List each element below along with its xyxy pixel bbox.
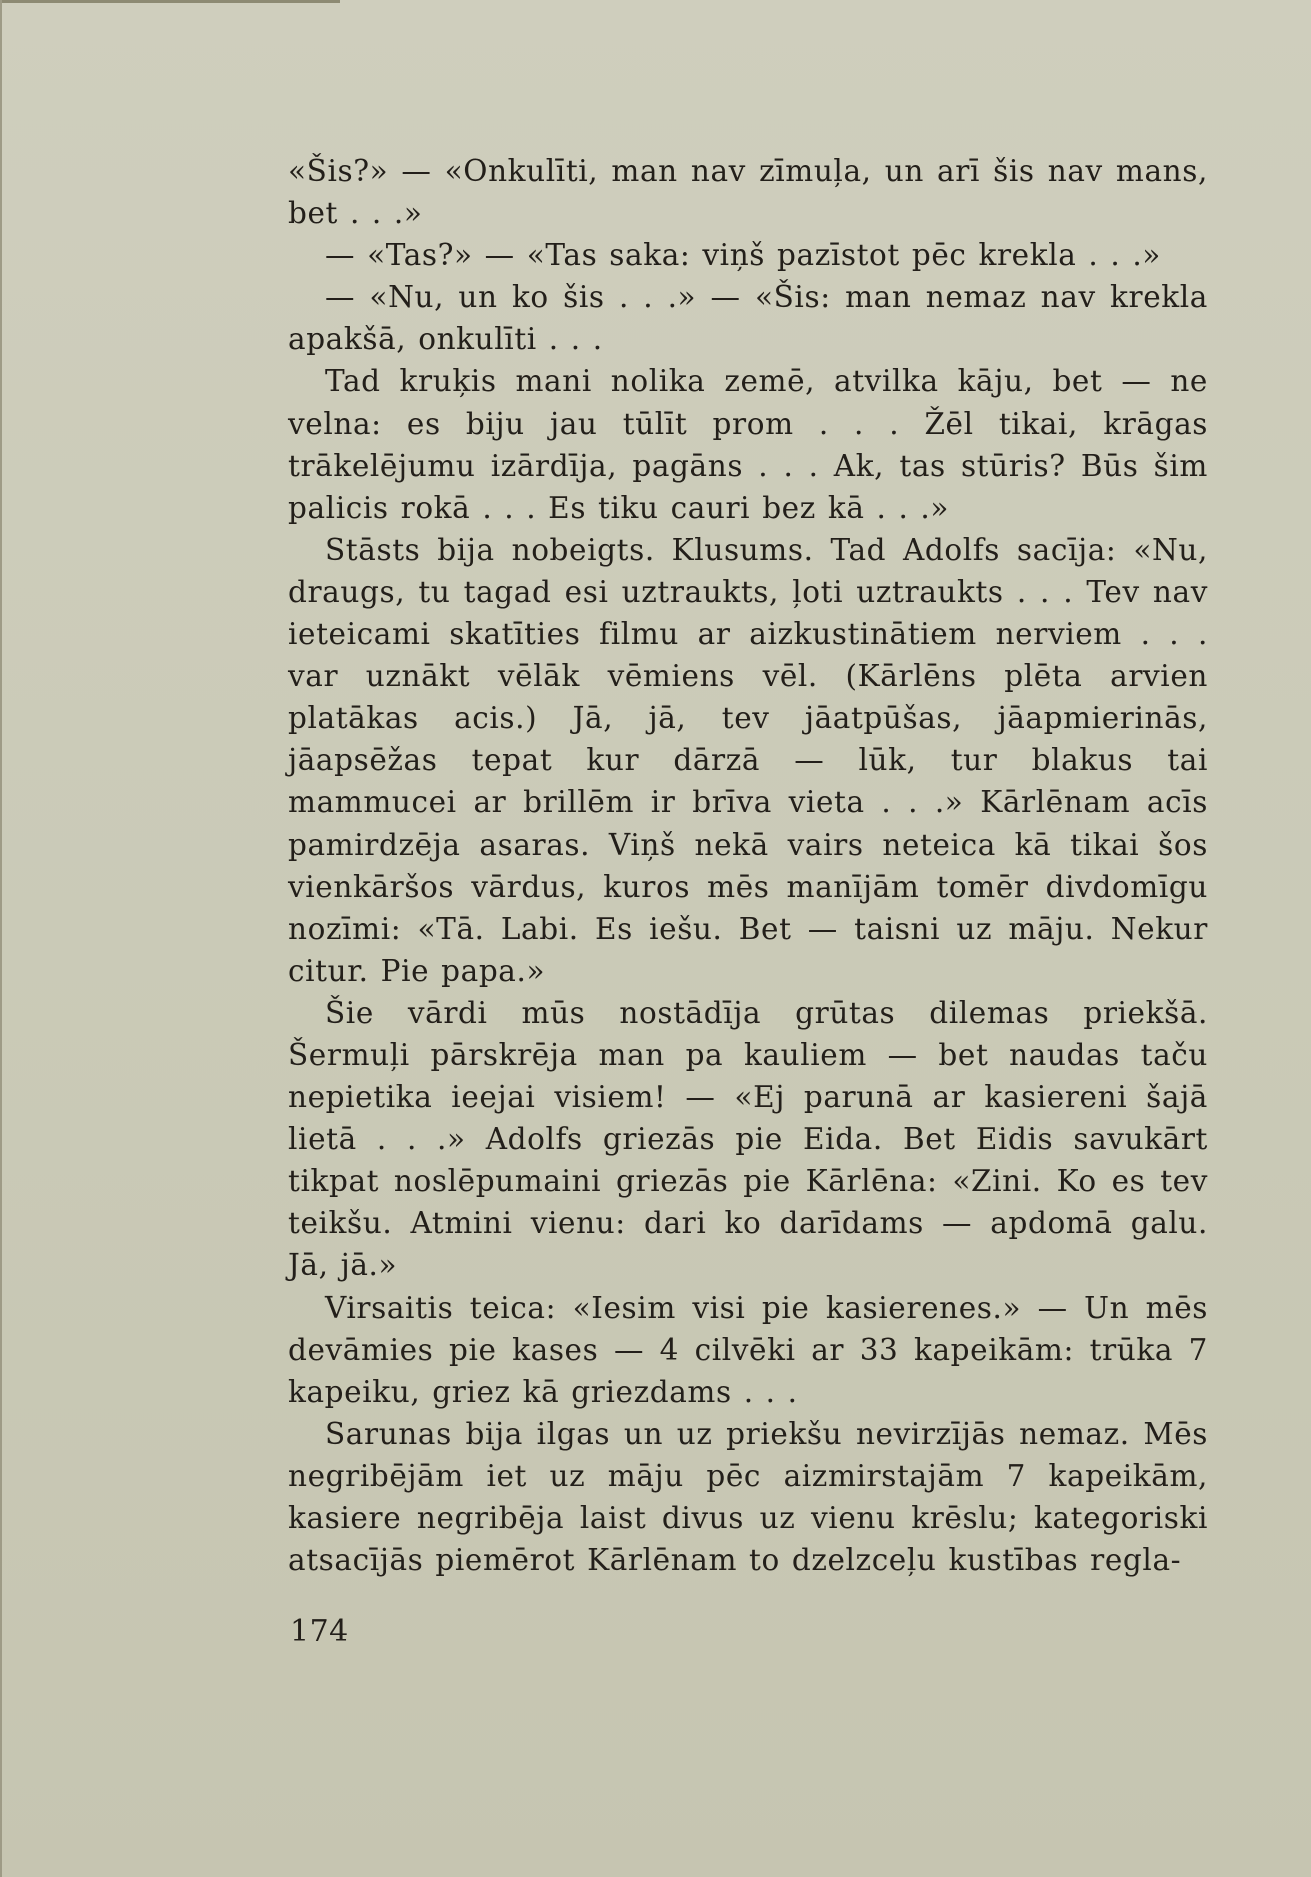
page-number: 174 <box>290 1614 349 1649</box>
paragraph-4: Tad kruķis mani nolika zemē, atvilka kāju, bet — ne velna: es biju jau tūlīt prom . . . Žēl tikai, krāgas trākelējumu izārdīja, pagāns . . . Ak, tas stūris? Būs šim palicis rokā . . . Es tiku cauri bez kā . . .» <box>288 364 1208 525</box>
page-left-edge <box>0 0 2 1877</box>
body-text <box>288 150 1208 1581</box>
paragraph-8: Sarunas bija ilgas un uz priekšu nevirzījās nemaz. Mēs negribējām iet uz māju pēc aizmirstajām 7 kapeikām, kasiere negribēja laist divus uz vienu krēslu; kategoriski atsacījās piemērot Kārlēnam to dzelzceļu kustības regla- <box>288 1416 1208 1578</box>
page-top-edge <box>0 0 340 3</box>
paragraph-7: Virsaitis teica: «Iesim visi pie kasierenes.» — Un mēs devāmies pie kases — 4 cilvēki ar 33 kapeikām: trūka 7 kapeiku, griez kā griezdams . . . <box>288 1290 1208 1409</box>
paragraph-2: — «Tas?» — «Tas saka: viņš pazīstot pēc krekla . . .» <box>325 238 1161 273</box>
paragraph-1: «Šis?» — «Onkulīti, man nav zīmuļa, un arī šis nav mans, bet . . .» <box>288 154 1208 231</box>
paragraph-6: Šie vārdi mūs nostādīja grūtas dilemas priekšā. Šermuļi pārskrēja man pa kauliem — bet naudas taču nepietika ieejai visiem! — «Ej parunā ar kasiereni šajā lietā . . .» Adolfs griezās pie Eida. Bet Eidis savukārt tikpat noslēpumaini griezās pie Kārlēna: «Zini. Ko es tev teikšu. Atmini vienu: dari ko darīdams — apdomā galu. Jā, jā.» <box>288 995 1208 1283</box>
paragraph-5: Stāsts bija nobeigts. Klusums. Tad Adolfs sacīja: «Nu, draugs, tu tagad esi uztraukts, ļoti uztraukts . . . Tev nav ieteicami skatīties filmu ar aizkustinātiem nerviem . . . var uznākt vēlāk vēmiens vēl. (Kārlēns plēta arvien platākas acis.) Jā, jā, tev jāatpūšas, jāapmierinās, jāapsēžas tepat kur dārzā — lūk, tur blakus tai mammucei ar brillēm ir brīva vieta . . .» Kārlēnam acīs pamirdzēja asaras. Viņš nekā vairs neteica kā tikai šos vienkāršos vārdus, kuros mēs manījām tomēr divdomīgu nozīmi: «Tā. Labi. Es iešu. Bet — taisni uz māju. Nekur citur. Pie papa.» <box>288 532 1208 988</box>
paragraph-3: — «Nu, un ko šis . . .» — «Šis: man nemaz nav krekla apakšā, onkulīti . . . <box>288 280 1208 357</box>
